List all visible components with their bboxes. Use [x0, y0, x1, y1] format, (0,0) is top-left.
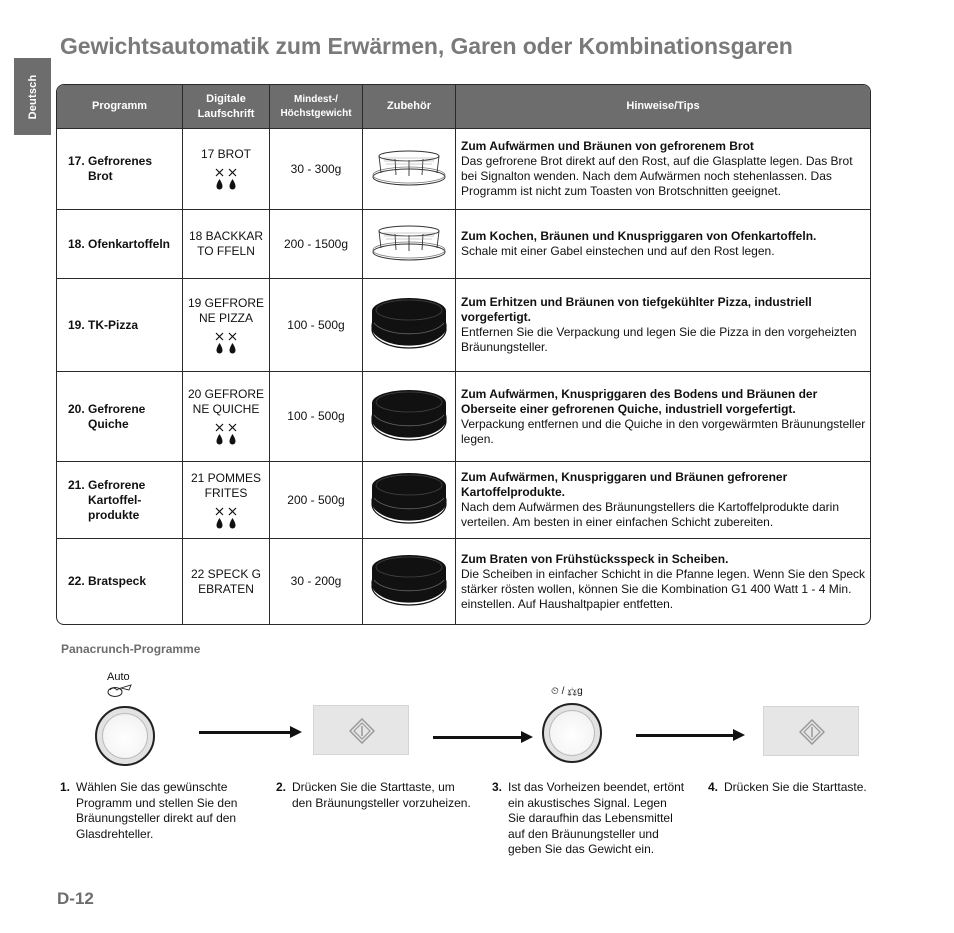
tips-text: Die Scheiben in einfacher Schicht in die Pfanne legen. Wenn Sie den Speck stärker rösten wollen, können Sie die Kombination G1 400 Watt 1 - 4 Min. einstellen. Auf Haushaltpapier entfetten. [461, 566, 866, 611]
tips-text: Das gefrorene Brot direkt auf den Rost, auf die Glasplatte legen. Das Brot bei Signalton wenden. Nach dem Aufwärmen noch stehenlassen. Das Programm ist nicht zum Toasten von Brotschnitten geeignet. [461, 154, 853, 198]
display-text: 21 POMMES FRITES [190, 470, 262, 500]
program-number: 17. [68, 154, 85, 168]
program-cell [57, 538, 183, 624]
language-tab-label: Deutsch [26, 74, 39, 119]
page-title: Gewichtsautomatik zum Erwärmen, Garen oder Kombinationsgaren [60, 33, 793, 59]
display-cell [183, 538, 270, 624]
accessory-cell [363, 371, 456, 461]
browning-dish-icon [370, 599, 448, 613]
table-row [57, 278, 870, 371]
header-tips: Hinweise/Tips [456, 85, 870, 128]
program-name: Gefrorenes Brot [88, 154, 153, 183]
tips-text: Verpackung entfernen und die Quiche in den vorgewärmten Bräunungsteller legen. [461, 416, 866, 446]
step-4 [708, 780, 888, 796]
program-cell [57, 209, 183, 278]
food-icon [105, 682, 133, 698]
tips-cell [456, 538, 870, 624]
program-name: Ofenkartoffeln [88, 236, 171, 251]
program-cell [57, 461, 183, 538]
turn-over-icon [213, 331, 239, 355]
program-cell [57, 278, 183, 371]
step-text: Drücken Sie die Starttaste. [724, 780, 867, 794]
tips-cell [456, 278, 870, 371]
timer-weight-dial[interactable] [542, 703, 602, 763]
table-row [57, 209, 870, 278]
accessory-cell [363, 278, 456, 371]
tips-heading: Zum Erhitzen und Bräunen von tiefgekühlter Pizza, industriell vorgefertigt. [461, 295, 812, 324]
program-name: Bratspeck [88, 574, 147, 588]
display-text: 19 GEFRORENE PIZZA [187, 295, 265, 325]
accessory-cell [363, 128, 456, 209]
display-cell [183, 461, 270, 538]
tips-heading: Zum Kochen, Bräunen und Knuspriggaren von Ofenkartoffeln. [461, 229, 817, 243]
table-header-row [57, 85, 870, 128]
tips-text: Schale mit einer Gabel einstechen und auf den Rost legen. [461, 244, 775, 258]
language-tab [14, 58, 51, 135]
display-cell [183, 209, 270, 278]
program-table [56, 84, 871, 625]
rack-icon [370, 252, 448, 266]
step-text: Ist das Vorheizen beendet, ertönt ein akustisches Signal. Legen Sie daraufhin das Lebensmittel auf den Bräunungsteller und geben Sie das Gewicht ein. [508, 780, 685, 856]
weight-cell: 30 - 300g [270, 128, 363, 209]
timer-weight-label: ⏲ / ⚖g [551, 686, 583, 697]
step-number: 3. [492, 780, 503, 794]
arrow-right-icon [433, 736, 523, 739]
step-number: 2. [276, 780, 287, 794]
start-icon [349, 718, 375, 744]
weight-cell: 30 - 200g [270, 538, 363, 624]
turn-over-icon [213, 422, 239, 446]
accessory-cell [363, 461, 456, 538]
arrow-right-icon [199, 731, 292, 734]
panacrunch-label: Panacrunch-Programme [61, 642, 201, 656]
tips-cell [456, 128, 870, 209]
program-name: Gefrorene Kartoffel-produkte [88, 477, 146, 522]
program-cell [57, 128, 183, 209]
start-button[interactable] [313, 705, 409, 755]
step-1 [60, 780, 250, 842]
browning-dish-icon [370, 342, 448, 356]
table-row [57, 128, 870, 209]
display-cell [183, 128, 270, 209]
tips-text: Nach dem Aufwärmen des Bräunungstellers die Kartoffelprodukte darin verteilen. Am besten in einer einfachen Schicht zubereiten. [461, 500, 839, 529]
accessory-cell [363, 538, 456, 624]
display-cell [183, 278, 270, 371]
program-number: 20. [68, 401, 85, 416]
weight-cell: 100 - 500g [270, 278, 363, 371]
header-accessory: Zubehör [363, 85, 456, 128]
turn-over-icon [213, 167, 239, 191]
program-number: 21. [68, 477, 85, 492]
display-text: 17 BROT [200, 147, 251, 161]
program-name: Gefrorene Quiche [88, 401, 146, 431]
browning-dish-icon [370, 434, 448, 448]
tips-cell [456, 209, 870, 278]
tips-text: Entfernen Sie die Verpackung und legen Sie die Pizza in den vorgeheizten Bräunungsteller. [461, 325, 857, 354]
arrow-right-icon [636, 734, 735, 737]
start-button[interactable] [763, 706, 859, 756]
auto-label [107, 671, 133, 698]
weight-cell: 200 - 500g [270, 461, 363, 538]
program-name: TK-Pizza [88, 317, 139, 332]
program-number: 18. [68, 236, 85, 251]
tips-heading: Zum Aufwärmen, Knuspriggaren und Bräunen gefrorener Kartoffelprodukte. [461, 470, 788, 499]
auto-label-text: Auto [107, 671, 130, 683]
program-number: 19. [68, 317, 85, 332]
rack-icon [370, 177, 448, 191]
step-number: 4. [708, 780, 719, 794]
display-text: 18 BACKKARTO FFELN [188, 229, 264, 258]
header-display: Digitale Laufschrift [183, 85, 270, 128]
table-row [57, 461, 870, 538]
step-2 [276, 780, 471, 811]
weight-cell: 100 - 500g [270, 371, 363, 461]
program-number: 22. [68, 574, 85, 588]
page-number: D-12 [57, 889, 94, 908]
header-weight: Mindest-/ Höchstgewicht [270, 85, 363, 128]
table-row [57, 538, 870, 624]
step-number: 1. [60, 780, 71, 794]
turn-over-icon [213, 506, 239, 530]
table-row [57, 371, 870, 461]
auto-program-dial[interactable] [95, 706, 155, 766]
start-icon [799, 719, 825, 745]
browning-dish-icon [370, 517, 448, 531]
tips-cell [456, 461, 870, 538]
tips-heading: Zum Braten von Frühstücksspeck in Scheiben. [461, 551, 729, 566]
step-text: Wählen Sie das gewünschte Programm und stellen Sie den Bräunungsteller direkt auf den Glasdrehteller. [76, 780, 238, 841]
header-program: Programm [57, 85, 183, 128]
display-cell [183, 371, 270, 461]
step-text: Drücken Sie die Starttaste, um den Bräunungsteller vorzuheizen. [292, 780, 471, 810]
tips-heading: Zum Aufwärmen und Bräunen von gefrorenem Brot [461, 139, 754, 153]
program-cell [57, 371, 183, 461]
display-text: 20 GEFRORENE QUICHE [187, 387, 265, 416]
tips-cell [456, 371, 870, 461]
step-3 [492, 780, 687, 858]
accessory-cell [363, 209, 456, 278]
display-text: 22 SPECK GEBRATEN [190, 566, 262, 596]
tips-heading: Zum Aufwärmen, Knuspriggaren des Bodens und Bräunen der Oberseite einer gefrorenen Quiche, industriell vorgefertigt. [461, 386, 818, 416]
weight-cell: 200 - 1500g [270, 209, 363, 278]
